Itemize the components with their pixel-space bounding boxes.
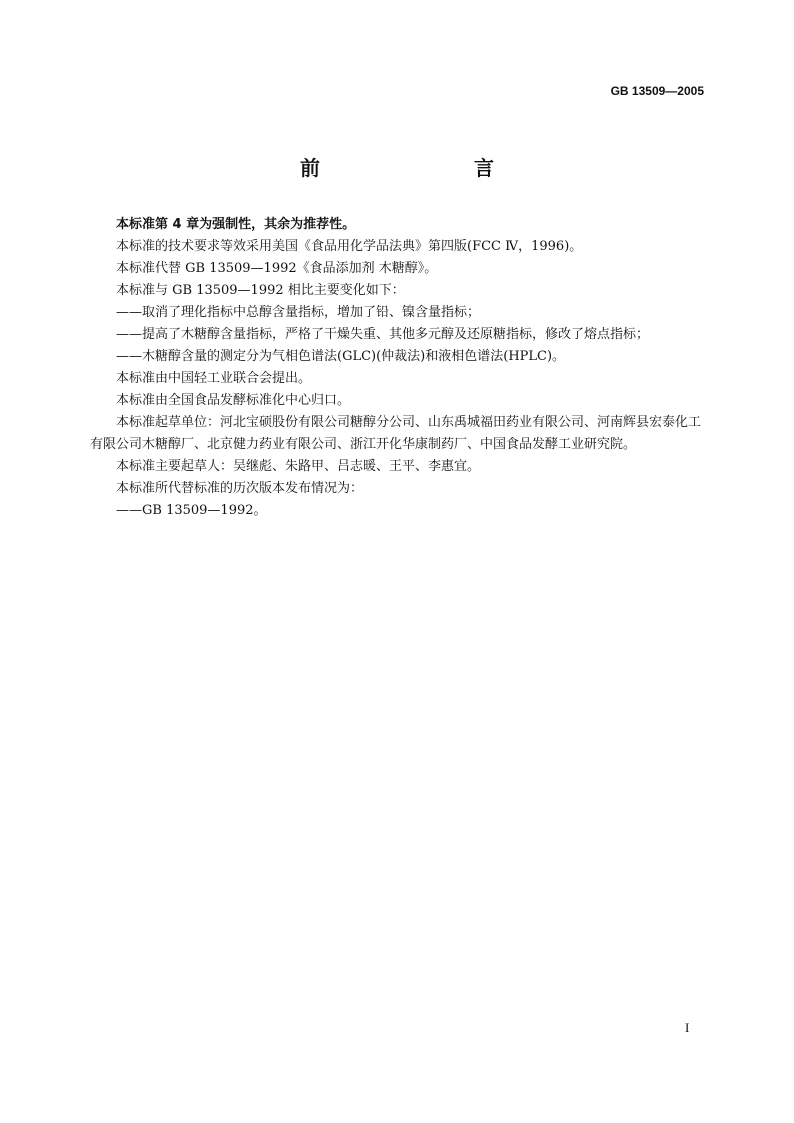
paragraph-mandatory-clause: 本标准第 4 章为强制性，其余为推荐性。 xyxy=(116,217,356,232)
paragraph-under-jurisdiction: 本标准由全国食品发酵标准化中心归口。 xyxy=(116,393,351,408)
paragraph-proposed-by: 本标准由中国轻工业联合会提出。 xyxy=(116,371,312,386)
standard-number: GB 13509—2005 xyxy=(610,84,704,98)
foreword-body xyxy=(90,214,704,522)
change-item: ——木糖醇含量的测定分为气相色谱法(GLC)(仲裁法)和液相色谱法(HPLC)。 xyxy=(116,349,566,364)
page-number: I xyxy=(685,1020,690,1035)
paragraph-technical-requirements: 本标准的技术要求等效采用美国《食品用化学品法典》第四版(FCC Ⅳ，1996)。 xyxy=(116,239,583,254)
change-item: ——取消了理化指标中总醇含量指标，增加了铅、镍含量指标； xyxy=(116,305,481,320)
history-item: ——GB 13509—1992。 xyxy=(116,503,267,518)
paragraph-changes-intro: 本标准与 GB 13509—1992 相比主要变化如下： xyxy=(116,283,405,298)
paragraph-drafting-units: 本标准起草单位：河北宝硕股份有限公司糖醇分公司、山东禹城福田药业有限公司、河南辉县宏泰化工有限公司木糖醇厂、北京健力药业有限公司、浙江开化华康制药厂、中国食品发酵工业研究院。 xyxy=(90,415,702,452)
page-title: 前 言 xyxy=(300,156,532,180)
change-item: ——提高了木糖醇含量指标，严格了干燥失重、其他多元醇及还原糖指标，修改了熔点指标； xyxy=(116,327,650,342)
paragraph-replaces: 本标准代替 GB 13509—1992《食品添加剂 木糖醇》。 xyxy=(116,261,438,276)
paragraph-drafters: 本标准主要起草人：吴继彪、朱路甲、吕志暖、王平、李惠宜。 xyxy=(116,459,481,474)
paragraph-history-intro: 本标准所代替标准的历次版本发布情况为： xyxy=(116,481,364,496)
